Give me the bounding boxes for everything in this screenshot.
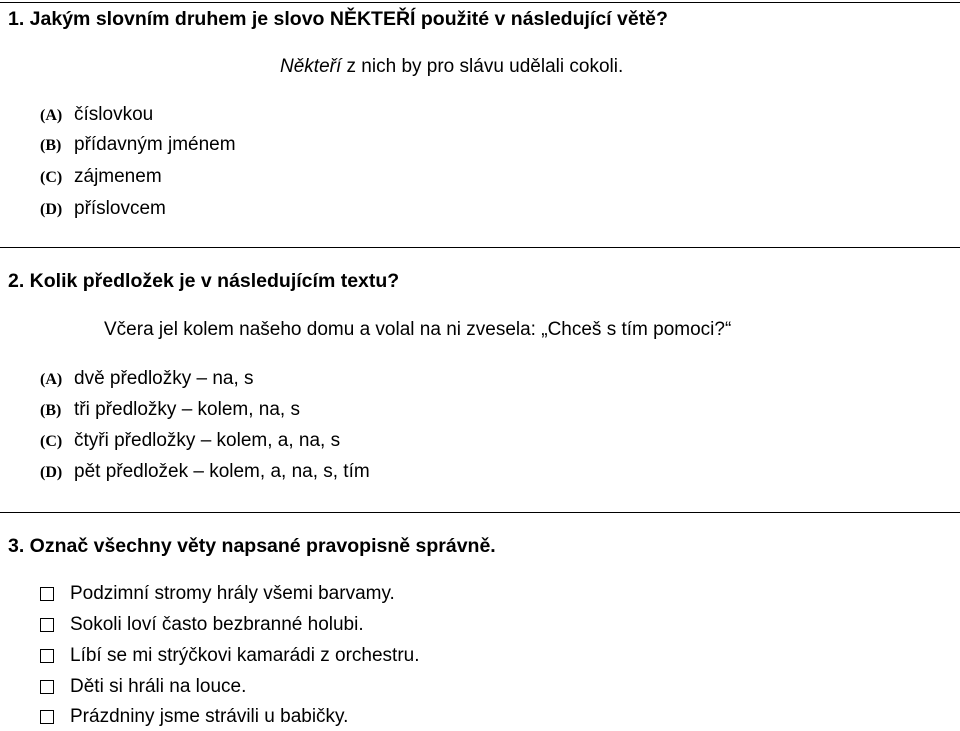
q2-option-c[interactable] [40, 430, 340, 452]
q2-option-a[interactable] [40, 368, 254, 390]
q3-checkbox-item-2[interactable] [40, 614, 364, 636]
option-letter: (B) [40, 402, 62, 419]
divider-1 [0, 247, 960, 248]
checkbox-label: Podzimní stromy hrály všemi barvamy. [70, 583, 395, 604]
q1-option-a[interactable] [40, 104, 153, 126]
option-text: číslovkou [74, 104, 154, 125]
option-text: dvě předložky – na, s [74, 368, 254, 389]
option-letter: (C) [40, 169, 63, 186]
question-2-passage: Včera jel kolem našeho domu a volal na ni zvesela: „Chceš s tím pomoci?“ [104, 319, 732, 340]
question-1-sentence [280, 56, 623, 78]
checkbox-label: Děti si hráli na louce. [70, 676, 247, 697]
top-rule [0, 2, 960, 3]
option-text: tři předložky – kolem, na, s [74, 399, 300, 420]
option-text: příslovcem [74, 198, 166, 219]
q2-option-b[interactable] [40, 399, 300, 421]
option-text: pět předložek – kolem, a, na, s, tím [74, 461, 370, 482]
checkbox[interactable] [40, 710, 54, 724]
question-1-title: 1. Jakým slovním druhem je slovo NĚKTEŘÍ použité v následující větě? [8, 8, 668, 30]
sentence-rest: z nich by pro slávu udělali cokoli. [341, 56, 624, 77]
option-text: zájmenem [74, 166, 162, 187]
checkbox[interactable] [40, 587, 54, 601]
q3-checkbox-item-5[interactable] [40, 706, 348, 728]
option-text: čtyři předložky – kolem, a, na, s [74, 430, 341, 451]
checkbox-label: Prázdniny jsme strávili u babičky. [70, 706, 349, 727]
q1-option-c[interactable] [40, 166, 162, 188]
checkbox[interactable] [40, 649, 54, 663]
q3-checkbox-item-1[interactable] [40, 583, 395, 605]
checkbox[interactable] [40, 680, 54, 694]
option-letter: (A) [40, 371, 63, 388]
checkbox-label: Sokoli loví často bezbranné holubi. [70, 614, 364, 635]
q2-option-d[interactable] [40, 461, 370, 483]
option-letter: (D) [40, 201, 63, 218]
option-text: přídavným jménem [74, 134, 236, 155]
q1-option-b[interactable] [40, 134, 236, 156]
checkbox-label: Líbí se mi strýčkovi kamarádi z orchestru. [70, 645, 420, 666]
question-2-title: 2. Kolik předložek je v následujícím textu? [8, 270, 400, 292]
q1-option-d[interactable] [40, 198, 166, 220]
option-letter: (B) [40, 137, 62, 154]
emphasized-word: Někteří [280, 56, 342, 77]
q3-checkbox-item-4[interactable] [40, 676, 246, 698]
question-3-title: 3. Označ všechny věty napsané pravopisně správně. [8, 535, 496, 557]
option-letter: (C) [40, 433, 63, 450]
option-letter: (D) [40, 464, 63, 481]
option-letter: (A) [40, 107, 63, 124]
checkbox[interactable] [40, 618, 54, 632]
q3-checkbox-item-3[interactable] [40, 645, 420, 667]
divider-2 [0, 512, 960, 513]
